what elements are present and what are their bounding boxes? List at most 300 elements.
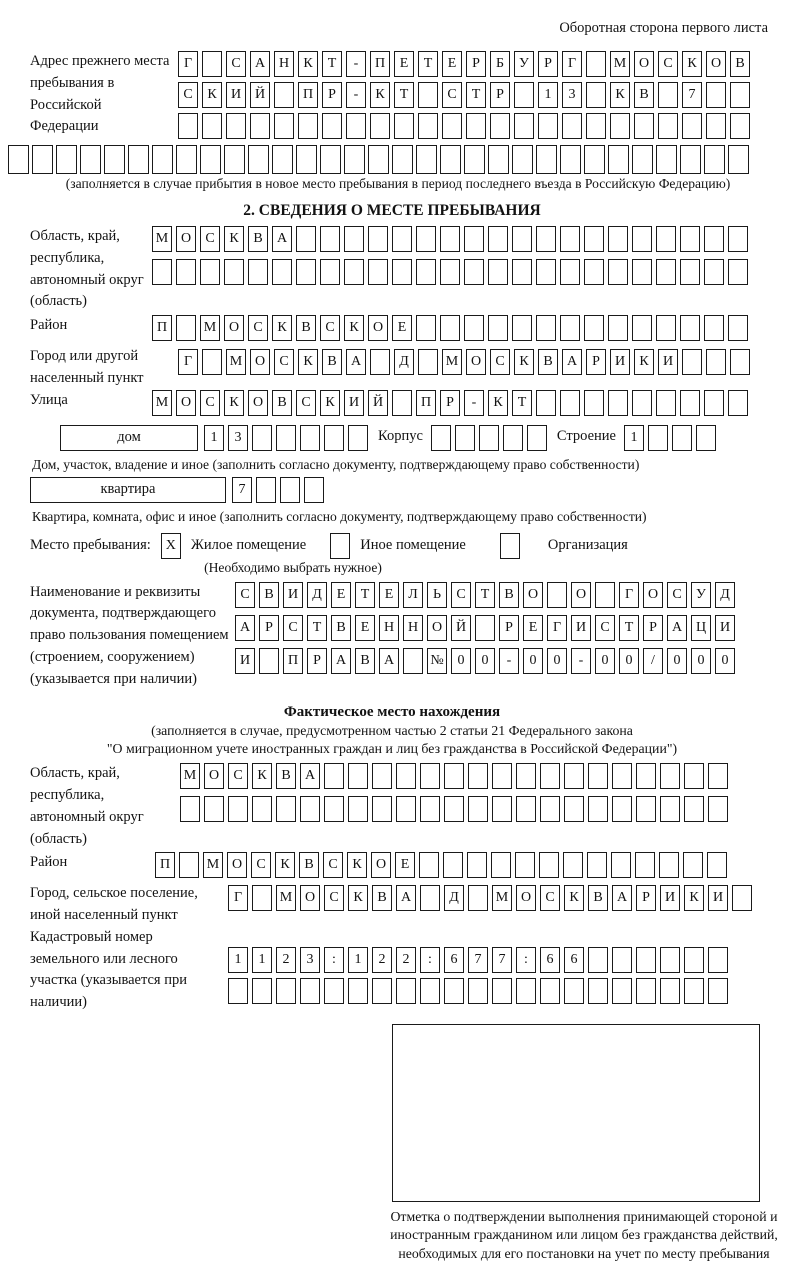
char-cell: О (466, 349, 486, 375)
char-cell (420, 885, 440, 911)
char-cell (200, 259, 220, 285)
char-cell: А (346, 349, 366, 375)
char-cell: Е (355, 615, 375, 641)
char-cell (612, 978, 632, 1004)
char-cell (296, 145, 317, 174)
char-cell (348, 425, 368, 451)
apartment-caption: Квартира, комната, офис и иное (заполнить согласно документу, подтверждающему право собственности) (32, 508, 647, 524)
street-label: Улица (30, 391, 68, 408)
char-cell: Т (307, 615, 327, 641)
char-cell (612, 763, 632, 789)
char-cell: К (682, 51, 702, 77)
char-cell (659, 852, 679, 878)
char-cell (730, 82, 750, 108)
char-cell (274, 82, 294, 108)
document-label: Наименование и реквизиты документа, подтверждающего право пользования помещением (строением, сооружением) (указывается при наличии) (30, 583, 229, 687)
char-cell: 1 (204, 425, 224, 451)
char-cell (322, 113, 342, 139)
char-cell: О (368, 315, 388, 341)
char-cell (252, 978, 272, 1004)
char-cell: О (706, 51, 726, 77)
district3-grid (155, 852, 731, 879)
char-cell: - (499, 648, 519, 674)
char-cell: К (514, 349, 534, 375)
char-cell (368, 226, 388, 252)
cadastre-grid-1 (228, 947, 732, 974)
char-cell (512, 226, 532, 252)
char-cell (608, 259, 628, 285)
char-cell: М (200, 315, 220, 341)
char-cell (656, 259, 676, 285)
char-cell: Б (490, 51, 510, 77)
char-cell (584, 390, 604, 416)
char-cell (180, 796, 200, 822)
char-cell (656, 315, 676, 341)
char-cell (370, 349, 390, 375)
char-cell (527, 425, 547, 451)
prev-address-grid-3 (178, 113, 754, 140)
stay-option-other: Иное помещение (360, 537, 466, 553)
char-cell: К (344, 315, 364, 341)
char-cell: 1 (624, 425, 644, 451)
char-cell (704, 259, 724, 285)
char-cell: В (272, 390, 292, 416)
char-cell (152, 259, 172, 285)
section2-title: 2. СВЕДЕНИЯ О МЕСТЕ ПРЕБЫВАНИЯ (243, 202, 541, 219)
char-cell: 0 (523, 648, 543, 674)
char-cell (468, 763, 488, 789)
district3-label: Район (30, 854, 68, 871)
char-cell: Н (403, 615, 423, 641)
char-cell: И (283, 582, 303, 608)
char-cell (708, 978, 728, 1004)
char-cell (420, 763, 440, 789)
char-cell (648, 425, 668, 451)
char-cell: Т (394, 82, 414, 108)
char-cell: К (320, 390, 340, 416)
char-cell (468, 885, 488, 911)
house-caption: Дом, участок, владение и иное (заполнить согласно документу, подтверждающему право собственности) (32, 456, 640, 472)
char-cell: К (272, 315, 292, 341)
char-cell (728, 145, 749, 174)
district-label: Район (30, 317, 68, 333)
section3-note-2: "О миграционном учете иностранных граждан и лиц без гражданства в Российской Федерации") (106, 741, 678, 757)
char-cell (276, 978, 296, 1004)
char-cell (608, 145, 629, 174)
char-cell: К (252, 763, 272, 789)
char-cell: Т (466, 82, 486, 108)
char-cell: Е (392, 315, 412, 341)
char-cell: С (226, 51, 246, 77)
char-cell: Г (619, 582, 639, 608)
char-cell: О (250, 349, 270, 375)
stay-checkbox-residential: X (161, 533, 181, 559)
char-cell (584, 315, 604, 341)
char-cell (226, 113, 246, 139)
char-cell: В (248, 226, 268, 252)
char-cell: В (634, 82, 654, 108)
char-cell: 2 (276, 947, 296, 973)
char-cell: О (516, 885, 536, 911)
district-grid (152, 315, 752, 342)
char-cell (418, 82, 438, 108)
char-cell: П (370, 51, 390, 77)
char-cell (348, 796, 368, 822)
char-cell (636, 947, 656, 973)
char-cell: Т (418, 51, 438, 77)
char-cell (611, 852, 631, 878)
char-cell (560, 226, 580, 252)
char-cell (560, 145, 581, 174)
char-cell: М (610, 51, 630, 77)
char-cell: 3 (228, 425, 248, 451)
char-cell: О (427, 615, 447, 641)
char-cell (176, 259, 196, 285)
region-grid-1 (152, 226, 752, 253)
char-cell (440, 315, 460, 341)
char-cell: Н (274, 51, 294, 77)
char-cell: 6 (540, 947, 560, 973)
char-cell: П (298, 82, 318, 108)
char-cell (612, 947, 632, 973)
char-cell: 7 (232, 477, 252, 503)
char-cell: 0 (691, 648, 711, 674)
char-cell (539, 852, 559, 878)
char-cell (595, 582, 615, 608)
char-cell (80, 145, 101, 174)
char-cell (419, 852, 439, 878)
prev-address-grids (178, 51, 754, 144)
char-cell (418, 113, 438, 139)
char-cell: Т (512, 390, 532, 416)
char-cell: М (276, 885, 296, 911)
prev-address-grid-4 (8, 145, 794, 172)
char-cell (658, 82, 678, 108)
char-cell: Л (403, 582, 423, 608)
house-row (30, 425, 794, 456)
char-cell (635, 852, 655, 878)
char-cell (704, 315, 724, 341)
stroenie-grid (624, 425, 720, 452)
char-cell: И (660, 885, 680, 911)
prev-address-row (30, 51, 794, 144)
char-cell (516, 763, 536, 789)
korpus-grid (431, 425, 551, 452)
char-cell (224, 145, 245, 174)
char-cell: У (691, 582, 711, 608)
char-cell (324, 763, 344, 789)
section3-note-1: (заполняется в случае, предусмотренном частью 2 статьи 21 Федерального закона (151, 723, 633, 739)
char-cell: К (347, 852, 367, 878)
char-cell: С (595, 615, 615, 641)
char-cell: А (272, 226, 292, 252)
cadastre-row (30, 927, 794, 1014)
char-cell (730, 113, 750, 139)
char-cell (202, 51, 222, 77)
char-cell (728, 259, 748, 285)
char-cell (370, 113, 390, 139)
char-cell (560, 259, 580, 285)
char-cell: / (643, 648, 663, 674)
apartment-row (30, 477, 794, 508)
char-cell (708, 763, 728, 789)
char-cell: Е (523, 615, 543, 641)
header-note: Оборотная сторона первого листа (559, 20, 768, 36)
city-row (30, 346, 794, 390)
confirmation-stamp-caption: Отметка о подтверждении выполнения принимающей стороной и иностранным гражданином или лицом без гражданства действий, необходимых для его постановки на учет по месту пребывания (390, 1208, 778, 1261)
char-cell (392, 145, 413, 174)
char-cell: К (488, 390, 508, 416)
char-cell (224, 259, 244, 285)
char-cell: К (224, 390, 244, 416)
char-cell (228, 796, 248, 822)
char-cell: 3 (300, 947, 320, 973)
char-cell (416, 315, 436, 341)
char-cell: А (250, 51, 270, 77)
char-cell: О (248, 390, 268, 416)
char-cell: И (344, 390, 364, 416)
char-cell: Е (331, 582, 351, 608)
char-cell (536, 315, 556, 341)
stay-type-row (30, 533, 794, 559)
char-cell (512, 315, 532, 341)
char-cell: Е (395, 852, 415, 878)
char-cell (728, 226, 748, 252)
char-cell (536, 259, 556, 285)
char-cell: Р (466, 51, 486, 77)
char-cell (320, 145, 341, 174)
char-cell: К (684, 885, 704, 911)
char-cell: У (514, 51, 534, 77)
char-cell (584, 259, 604, 285)
char-cell: 1 (228, 947, 248, 973)
char-cell (584, 226, 604, 252)
char-cell (704, 145, 725, 174)
char-cell: 3 (562, 82, 582, 108)
char-cell (588, 978, 608, 1004)
char-cell: № (427, 648, 447, 674)
char-cell (586, 51, 606, 77)
char-cell (684, 947, 704, 973)
char-cell (248, 145, 269, 174)
char-cell: Д (715, 582, 735, 608)
char-cell (536, 390, 556, 416)
char-cell (396, 763, 416, 789)
char-cell (660, 978, 680, 1004)
char-cell (683, 852, 703, 878)
char-cell: С (283, 615, 303, 641)
char-cell: С (296, 390, 316, 416)
char-cell (704, 390, 724, 416)
char-cell: М (203, 852, 223, 878)
char-cell: Й (451, 615, 471, 641)
char-cell (728, 315, 748, 341)
char-cell (416, 259, 436, 285)
char-cell: Д (307, 582, 327, 608)
char-cell: К (202, 82, 222, 108)
char-cell (706, 113, 726, 139)
char-cell: О (300, 885, 320, 911)
char-cell: А (300, 763, 320, 789)
char-cell: М (492, 885, 512, 911)
char-cell: С (442, 82, 462, 108)
char-cell (467, 852, 487, 878)
char-cell (274, 113, 294, 139)
char-cell: И (235, 648, 255, 674)
char-cell (431, 425, 451, 451)
document-row (30, 582, 794, 691)
char-cell: А (562, 349, 582, 375)
char-cell (228, 978, 248, 1004)
char-cell (56, 145, 77, 174)
char-cell: 0 (451, 648, 471, 674)
char-cell: Р (499, 615, 519, 641)
char-cell: В (730, 51, 750, 77)
char-cell: В (322, 349, 342, 375)
char-cell (248, 259, 268, 285)
char-cell: К (298, 51, 318, 77)
char-cell: Ь (427, 582, 447, 608)
char-cell (455, 425, 475, 451)
char-cell: О (227, 852, 247, 878)
char-cell: Г (178, 349, 198, 375)
char-cell (372, 763, 392, 789)
char-cell: 1 (538, 82, 558, 108)
char-cell (464, 145, 485, 174)
char-cell (656, 226, 676, 252)
char-cell (560, 390, 580, 416)
char-cell (536, 226, 556, 252)
char-cell: Д (394, 349, 414, 375)
char-cell (464, 259, 484, 285)
char-cell: С (251, 852, 271, 878)
char-cell: 1 (252, 947, 272, 973)
char-cell: И (610, 349, 630, 375)
region-row (30, 226, 794, 313)
char-cell (440, 259, 460, 285)
char-cell (684, 763, 704, 789)
char-cell (468, 796, 488, 822)
char-cell: С (540, 885, 560, 911)
char-cell: В (276, 763, 296, 789)
char-cell: Р (636, 885, 656, 911)
char-cell: В (499, 582, 519, 608)
char-cell (396, 796, 416, 822)
char-cell: П (152, 315, 172, 341)
char-cell (416, 145, 437, 174)
char-cell: М (226, 349, 246, 375)
char-cell (272, 145, 293, 174)
char-cell (348, 763, 368, 789)
char-cell (536, 145, 557, 174)
char-cell: 7 (682, 82, 702, 108)
char-cell (276, 796, 296, 822)
char-cell (588, 947, 608, 973)
char-cell (250, 113, 270, 139)
char-cell (272, 259, 292, 285)
char-cell: 2 (396, 947, 416, 973)
char-cell: Г (562, 51, 582, 77)
prev-address-label: Адрес прежнего места пребывания в Российской Федерации (30, 53, 170, 135)
char-cell: Т (619, 615, 639, 641)
char-cell (492, 763, 512, 789)
char-cell: С (235, 582, 255, 608)
char-cell (8, 145, 29, 174)
korpus-label: Корпус (378, 427, 423, 444)
char-cell: Г (228, 885, 248, 911)
street-row (30, 390, 794, 421)
char-cell: 6 (444, 947, 464, 973)
stay-type-label: Место пребывания: (30, 537, 151, 553)
char-cell (512, 145, 533, 174)
char-cell (440, 226, 460, 252)
document-grid-3 (235, 648, 739, 675)
prev-address-grid-1 (178, 51, 754, 78)
char-cell: О (176, 226, 196, 252)
city-label: Город или другой населенный пункт (30, 348, 144, 386)
char-cell (298, 113, 318, 139)
char-cell: П (155, 852, 175, 878)
city3-label: Город, сельское поселение, иной населенный пункт (30, 885, 198, 923)
char-cell: О (176, 390, 196, 416)
char-cell (176, 315, 196, 341)
char-cell (368, 259, 388, 285)
char-cell: Р (322, 82, 342, 108)
char-cell: К (564, 885, 584, 911)
char-cell (696, 425, 716, 451)
char-cell: - (346, 82, 366, 108)
char-cell (320, 259, 340, 285)
apartment-grid (232, 477, 328, 504)
char-cell (372, 796, 392, 822)
char-cell (420, 796, 440, 822)
char-cell: Е (442, 51, 462, 77)
char-cell: В (299, 852, 319, 878)
char-cell (515, 852, 535, 878)
char-cell (344, 145, 365, 174)
char-cell (396, 978, 416, 1004)
char-cell (202, 113, 222, 139)
char-cell: И (708, 885, 728, 911)
char-cell: О (643, 582, 663, 608)
char-cell: С (200, 390, 220, 416)
char-cell (516, 978, 536, 1004)
char-cell: К (348, 885, 368, 911)
char-cell: 7 (468, 947, 488, 973)
char-cell: М (442, 349, 462, 375)
char-cell (636, 978, 656, 1004)
char-cell (440, 145, 461, 174)
region3-grid-1 (180, 763, 732, 790)
char-cell: Р (586, 349, 606, 375)
char-cell (680, 315, 700, 341)
char-cell (564, 796, 584, 822)
region3-row (30, 763, 794, 850)
char-cell (488, 226, 508, 252)
char-cell: С (200, 226, 220, 252)
char-cell: Н (379, 615, 399, 641)
house-box-label: дом (60, 425, 198, 451)
cadastre-label: Кадастровый номер земельного или лесного участка (указывается при наличии) (30, 928, 187, 1010)
char-cell: О (571, 582, 591, 608)
char-cell (344, 226, 364, 252)
char-cell: Й (368, 390, 388, 416)
city3-grid (228, 885, 756, 912)
char-cell (392, 226, 412, 252)
district-row (30, 315, 794, 346)
char-cell (680, 145, 701, 174)
char-cell (344, 259, 364, 285)
